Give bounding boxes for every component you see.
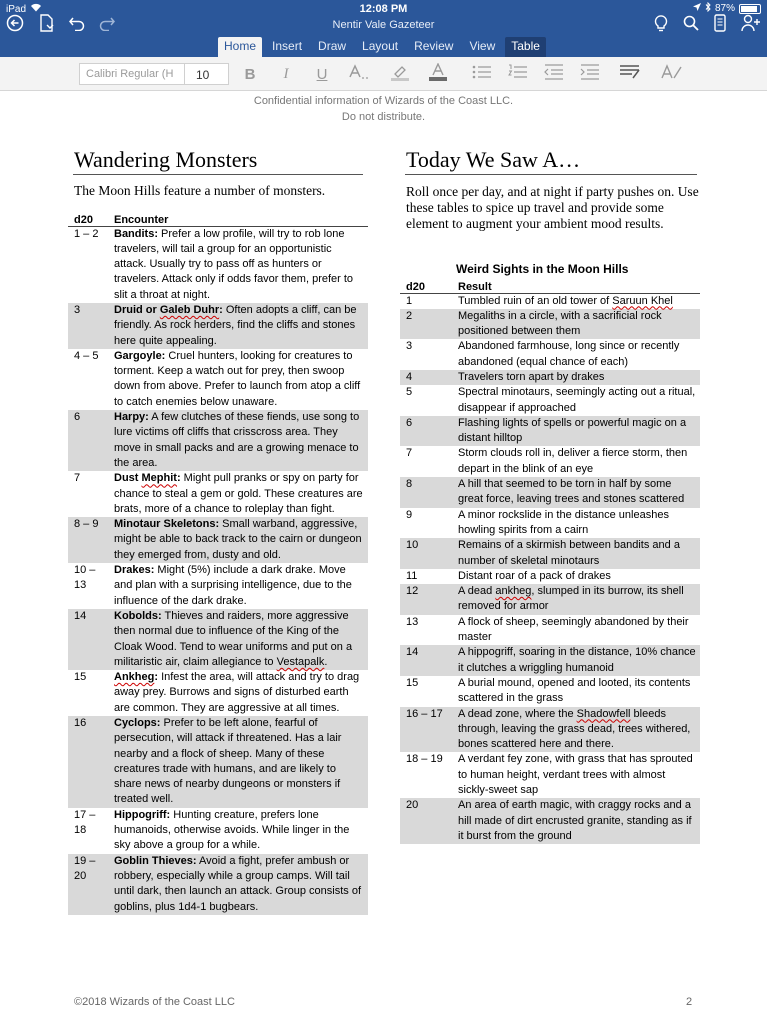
monster-name: Drakes: xyxy=(114,564,155,577)
roll-cell: 3 xyxy=(68,303,108,349)
document-icon xyxy=(39,14,55,37)
file-menu-button[interactable] xyxy=(36,14,58,36)
roll-cell: 1 – 2 xyxy=(74,227,99,240)
outdent-icon xyxy=(544,64,564,85)
left-intro: The Moon Hills feature a number of monsters. xyxy=(74,183,326,198)
result-cell: Megaliths in a circle, with a sacrificial rock positioned between them xyxy=(452,309,700,340)
result-cell: Abandoned farmhouse, long since or recently abandoned (equal chance of each) xyxy=(458,340,680,368)
result-cell: Remains of a skirmish between bandits and a number of skeletal minotaurs xyxy=(452,538,700,569)
roll-cell: 7 xyxy=(74,472,81,485)
table-row xyxy=(68,808,368,854)
spelling-flag: Vestapalk xyxy=(276,655,325,668)
monster-name: Druid or Galeb Duhr: xyxy=(114,303,223,316)
monster-description: Small warband, aggressive, might be able to back track to the cairn or dungeon they emerged from, dusty and old. xyxy=(114,518,362,561)
status-time: 12:08 PM xyxy=(359,3,408,15)
encounter-cell xyxy=(108,670,368,716)
header-confidential: Confidential information of Wizards of the Coast LLC. xyxy=(253,95,514,107)
roll-cell: 16 xyxy=(68,716,108,808)
header-distribute: Do not distribute. xyxy=(341,111,426,123)
encounter-cell xyxy=(108,410,368,471)
result-cell: Travelers torn apart by drakes xyxy=(452,370,700,385)
result-cell: Storm clouds roll in, deliver a fierce storm, then depart in the blink of an eye xyxy=(458,447,688,475)
spelling-flag: Mephit xyxy=(141,472,177,485)
table-row xyxy=(68,854,368,915)
monster-name: Harpy: xyxy=(114,411,149,424)
tab-table[interactable]: Table xyxy=(505,37,546,57)
encounter-cell xyxy=(108,303,368,349)
table-row xyxy=(400,416,700,447)
monster-description: Prefer to be left alone, fearful of persecution, will attack if threatened. Has a lair nearby and a flock of sheep. Many of these creatures trade with humans, and are likely to share news of nearby dungeons or monsters if treated well. xyxy=(114,717,342,806)
table-row xyxy=(68,670,368,716)
column-header: Result xyxy=(452,279,700,293)
roll-cell: 16 – 17 xyxy=(400,707,452,753)
table-row xyxy=(400,446,700,477)
lightbulb-icon xyxy=(654,14,668,37)
battery-icon xyxy=(739,4,761,14)
monster-name: Hippogriff: xyxy=(114,808,171,821)
monster-description: Infest the area, will attack and try to drag away prey. Burrows and signs of disturbed earth are common. They are aggressive at all times. xyxy=(114,671,360,714)
encounter-cell xyxy=(108,226,368,303)
table-row xyxy=(400,584,700,615)
table-row xyxy=(400,385,700,416)
mobile-view-button[interactable] xyxy=(709,14,731,36)
table-row xyxy=(400,569,700,584)
table-row xyxy=(68,226,368,303)
bullets-button[interactable] xyxy=(470,65,494,83)
table-row xyxy=(400,676,700,707)
phone-icon xyxy=(714,14,726,37)
table-row xyxy=(400,477,700,508)
result-cell: A dead zone, where the Shadowfell bleeds through, leaving the grass dead, trees withered, bones scattered here and there. xyxy=(452,707,700,753)
clear-formatting-button[interactable] xyxy=(660,65,684,83)
monster-name: Cyclops: xyxy=(114,717,161,729)
wandering-monsters-heading: Wandering Monsters xyxy=(74,147,258,172)
font-box-divider xyxy=(184,64,185,84)
tab-insert[interactable]: Insert xyxy=(272,39,303,53)
encounter-cell xyxy=(108,854,368,915)
font-size-field[interactable]: 10 xyxy=(196,68,210,82)
table-row xyxy=(68,349,368,410)
table-row xyxy=(68,563,368,609)
roll-cell: 11 xyxy=(406,569,418,582)
page-header xyxy=(0,93,767,125)
footer-page-number: 2 xyxy=(686,996,693,1008)
roll-cell: 9 xyxy=(406,508,413,521)
monster-name: Minotaur Skeletons: xyxy=(114,518,220,531)
encounter-cell xyxy=(108,349,368,410)
roll-cell: 17 – 18 xyxy=(74,808,96,837)
text-effects-button[interactable] xyxy=(348,65,372,83)
monster-description: A few clutches of these fiends, use song to lure victims off cliffs that crisscross area. They move in small packs and are a growing menace to the area. xyxy=(114,411,360,469)
table-row xyxy=(68,303,368,349)
roll-cell: 4 xyxy=(400,370,452,385)
table-row xyxy=(68,716,368,808)
column-header: d20 xyxy=(68,212,108,226)
monster-name: Gargoyle: xyxy=(114,349,166,362)
table-row xyxy=(400,309,700,340)
undo-icon xyxy=(68,15,86,36)
monster-name: Bandits: xyxy=(114,227,158,240)
result-cell: A dead ankheg, slumped in its burrow, its shell removed for armor xyxy=(452,584,700,615)
numbering-button[interactable] xyxy=(506,65,530,83)
add-person-icon xyxy=(741,14,761,37)
spelling-flag: Galeb Duhr xyxy=(159,303,220,316)
result-cell: Tumbled ruin of an old tower of Saruun Khel xyxy=(458,294,673,307)
roll-cell: 6 xyxy=(68,410,108,471)
redo-button[interactable] xyxy=(96,14,118,36)
monster-description: Prefer a low profile, will try to rob lone travelers, will tail a group for an opportunistic attack. Usually try to pass off as hunters or travelers. Attack only if odds favor them, prefer to slit a throat at night. xyxy=(114,227,354,301)
monster-description: Thieves and raiders, more aggressive then normal due to influence of the King of the Cloak Wood. Tend to wear uniforms and put on a militaristic air, claim allegiance to Vestapalk. xyxy=(114,609,353,668)
numbered-list-icon xyxy=(508,64,528,85)
location-icon xyxy=(693,3,701,14)
roll-cell: 1 xyxy=(406,294,413,307)
roll-cell: 7 xyxy=(406,447,413,460)
table-row xyxy=(400,293,700,309)
font-color-button[interactable] xyxy=(426,65,450,83)
roll-cell: 13 xyxy=(406,615,419,628)
spelling-flag: Ankheg xyxy=(114,671,155,684)
table-row xyxy=(400,615,700,646)
right-intro: Roll once per day, and at night if party pushes on. Use these tables to spice up travel and provide some element to augment your ambient mood results. xyxy=(406,184,699,231)
roll-cell: 14 xyxy=(400,645,452,676)
bold-button[interactable]: B xyxy=(244,65,256,83)
title-bar xyxy=(0,0,767,57)
table-row xyxy=(400,370,700,385)
tab-draw[interactable]: Draw xyxy=(318,39,347,53)
result-cell: A hippogriff, soaring in the distance, 10% chance it clutches a wriggling humanoid xyxy=(452,645,700,676)
spelling-flag: Saruun Khel xyxy=(612,294,673,307)
table-caption: Weird Sights in the Moon Hills xyxy=(456,262,629,276)
encounter-cell xyxy=(108,808,368,854)
device-label: iPad xyxy=(6,3,27,15)
monster-description: Hunting creature, prefers lone humanoids, otherwise avoids. While linger in the sky above a group for a while. xyxy=(114,808,350,852)
ribbon-tabs xyxy=(218,37,550,57)
decrease-indent-button[interactable] xyxy=(542,65,566,83)
monster-description: Might (5%) include a dark drake. Move and plan with a surprising intelligence, due to the influence of the dark drake. xyxy=(114,564,352,607)
share-button[interactable] xyxy=(740,14,762,36)
italic-button[interactable]: I xyxy=(283,65,289,82)
roll-cell: 12 xyxy=(400,584,452,615)
undo-button[interactable] xyxy=(66,14,88,36)
font-picker[interactable] xyxy=(79,63,229,85)
increase-indent-button[interactable] xyxy=(578,65,602,83)
weird-sights-table xyxy=(400,279,700,844)
monster-description: Often adopts a cliff, can be friendly. As rock herders, find the cliffs and stones here quite appealing. xyxy=(114,303,357,347)
underline-button[interactable]: U xyxy=(316,65,328,83)
roll-cell: 19 – 20 xyxy=(68,854,108,915)
roll-cell: 8 xyxy=(400,477,452,508)
encounter-cell xyxy=(108,609,368,670)
tab-view[interactable]: View xyxy=(469,39,496,53)
today-we-saw-heading: Today We Saw A… xyxy=(406,147,581,172)
roll-cell: 6 xyxy=(400,416,452,447)
clear-format-icon xyxy=(661,64,683,85)
result-cell: A verdant fey zone, with grass that has sprouted to human height, verdant trees with almost sickly-sweet sap xyxy=(458,753,693,796)
heading-rule-right xyxy=(405,174,697,175)
result-cell: A hill that seemed to be torn in half by some great force, leaving trees and stones scattered xyxy=(452,477,700,508)
roll-cell: 3 xyxy=(406,340,413,353)
monster-description: Might pull pranks or spy on party for chance to steal a gem or gold. These creatures are brats, more of a chance to roleplay than fight. xyxy=(114,472,363,515)
result-cell: A burial mound, opened and looted, its contents scattered in the grass xyxy=(458,676,691,705)
monster-name: Kobolds: xyxy=(114,609,162,622)
table-row xyxy=(400,752,700,798)
encounter-cell xyxy=(108,563,368,609)
monster-name: Ankheg: xyxy=(114,671,159,684)
table-row xyxy=(400,707,700,753)
encounter-cell xyxy=(108,517,368,563)
table-row xyxy=(400,339,700,370)
table-header-row xyxy=(68,212,368,226)
spelling-flag: Shadowfell xyxy=(576,707,631,720)
tab-review[interactable]: Review xyxy=(414,39,454,53)
table-row xyxy=(68,517,368,563)
table-row xyxy=(68,410,368,471)
monster-description: Avoid a fight, prefer ambush or robbery, especially while a group camps. Will tail until dark, then launch an attack. Group consists of goblins, plus 1d4-1 bugbears. xyxy=(114,854,362,913)
result-cell: Spectral minotaurs, seemingly acting out a ritual, disappear if approached xyxy=(458,386,696,414)
tab-layout[interactable]: Layout xyxy=(362,39,399,53)
roll-cell: 2 xyxy=(400,309,452,340)
table-row xyxy=(68,471,368,517)
monster-name: Goblin Thieves: xyxy=(114,854,197,867)
back-arrow-icon xyxy=(6,14,24,37)
roll-cell: 15 xyxy=(406,676,419,689)
search-button[interactable] xyxy=(680,14,702,36)
paragraph-styles-icon xyxy=(619,64,641,85)
roll-cell: 20 xyxy=(400,798,452,844)
redo-icon xyxy=(98,15,116,36)
table-row xyxy=(400,538,700,569)
text-effects-icon xyxy=(349,64,371,85)
styles-button[interactable] xyxy=(618,65,642,83)
document-title: Nentir Vale Gazeteer xyxy=(332,19,435,31)
heading-rule-left xyxy=(73,174,363,175)
tab-home[interactable]: Home xyxy=(218,37,262,57)
search-icon xyxy=(683,15,699,36)
wandering-monsters-table xyxy=(68,212,368,915)
roll-cell: 18 – 19 xyxy=(406,753,443,766)
table-row xyxy=(400,508,700,539)
back-button[interactable] xyxy=(4,14,26,36)
roll-cell: 14 xyxy=(68,609,108,670)
result-cell: A flock of sheep, seemingly abandoned by their master xyxy=(458,615,689,644)
roll-cell: 4 – 5 xyxy=(74,349,99,362)
table-row xyxy=(400,798,700,844)
tell-me-button[interactable] xyxy=(650,14,672,36)
result-cell: A minor rockslide in the distance unleashes howling spirits from a cairn xyxy=(458,508,669,536)
highlighter-icon xyxy=(389,63,411,86)
font-color-icon xyxy=(427,63,449,86)
roll-cell: 8 – 9 xyxy=(68,517,108,563)
roll-cell: 10 – 13 xyxy=(74,564,96,592)
roll-cell: 10 xyxy=(400,538,452,569)
table-row xyxy=(68,609,368,670)
table-row xyxy=(400,645,700,676)
battery-level xyxy=(741,6,757,12)
roll-cell: 15 xyxy=(74,671,87,684)
indent-icon xyxy=(580,64,600,85)
roll-cell: 5 xyxy=(406,386,413,399)
column-header: d20 xyxy=(400,279,452,293)
table-header-row xyxy=(400,279,700,293)
result-cell: An area of earth magic, with craggy rocks and a hill made of dirt encrusted granite, standing as if it burst from the ground xyxy=(452,798,700,844)
column-header: Encounter xyxy=(108,212,368,226)
spelling-flag: ankheg xyxy=(495,585,532,598)
highlight-button[interactable] xyxy=(388,65,412,83)
encounter-cell xyxy=(108,716,368,808)
result-cell: Distant roar of a pack of drakes xyxy=(458,569,611,582)
battery-percent: 87% xyxy=(714,3,735,14)
monster-name: Dust Mephit: xyxy=(114,472,181,485)
encounter-cell xyxy=(108,471,368,517)
font-name-field[interactable]: Calibri Regular (H xyxy=(86,68,174,80)
bullet-list-icon xyxy=(472,64,492,85)
footer-copyright: ©2018 Wizards of the Coast LLC xyxy=(74,996,235,1008)
ribbon-toolbar xyxy=(0,57,767,91)
result-cell: Flashing lights of spells or powerful magic on a distant hilltop xyxy=(452,416,700,447)
monster-description: Cruel hunters, looking for creatures to torment. Keep a watch out for prey, then swoop down from above. Prefer to launch from atop a cliff to catch enemies below unaware. xyxy=(114,349,361,408)
